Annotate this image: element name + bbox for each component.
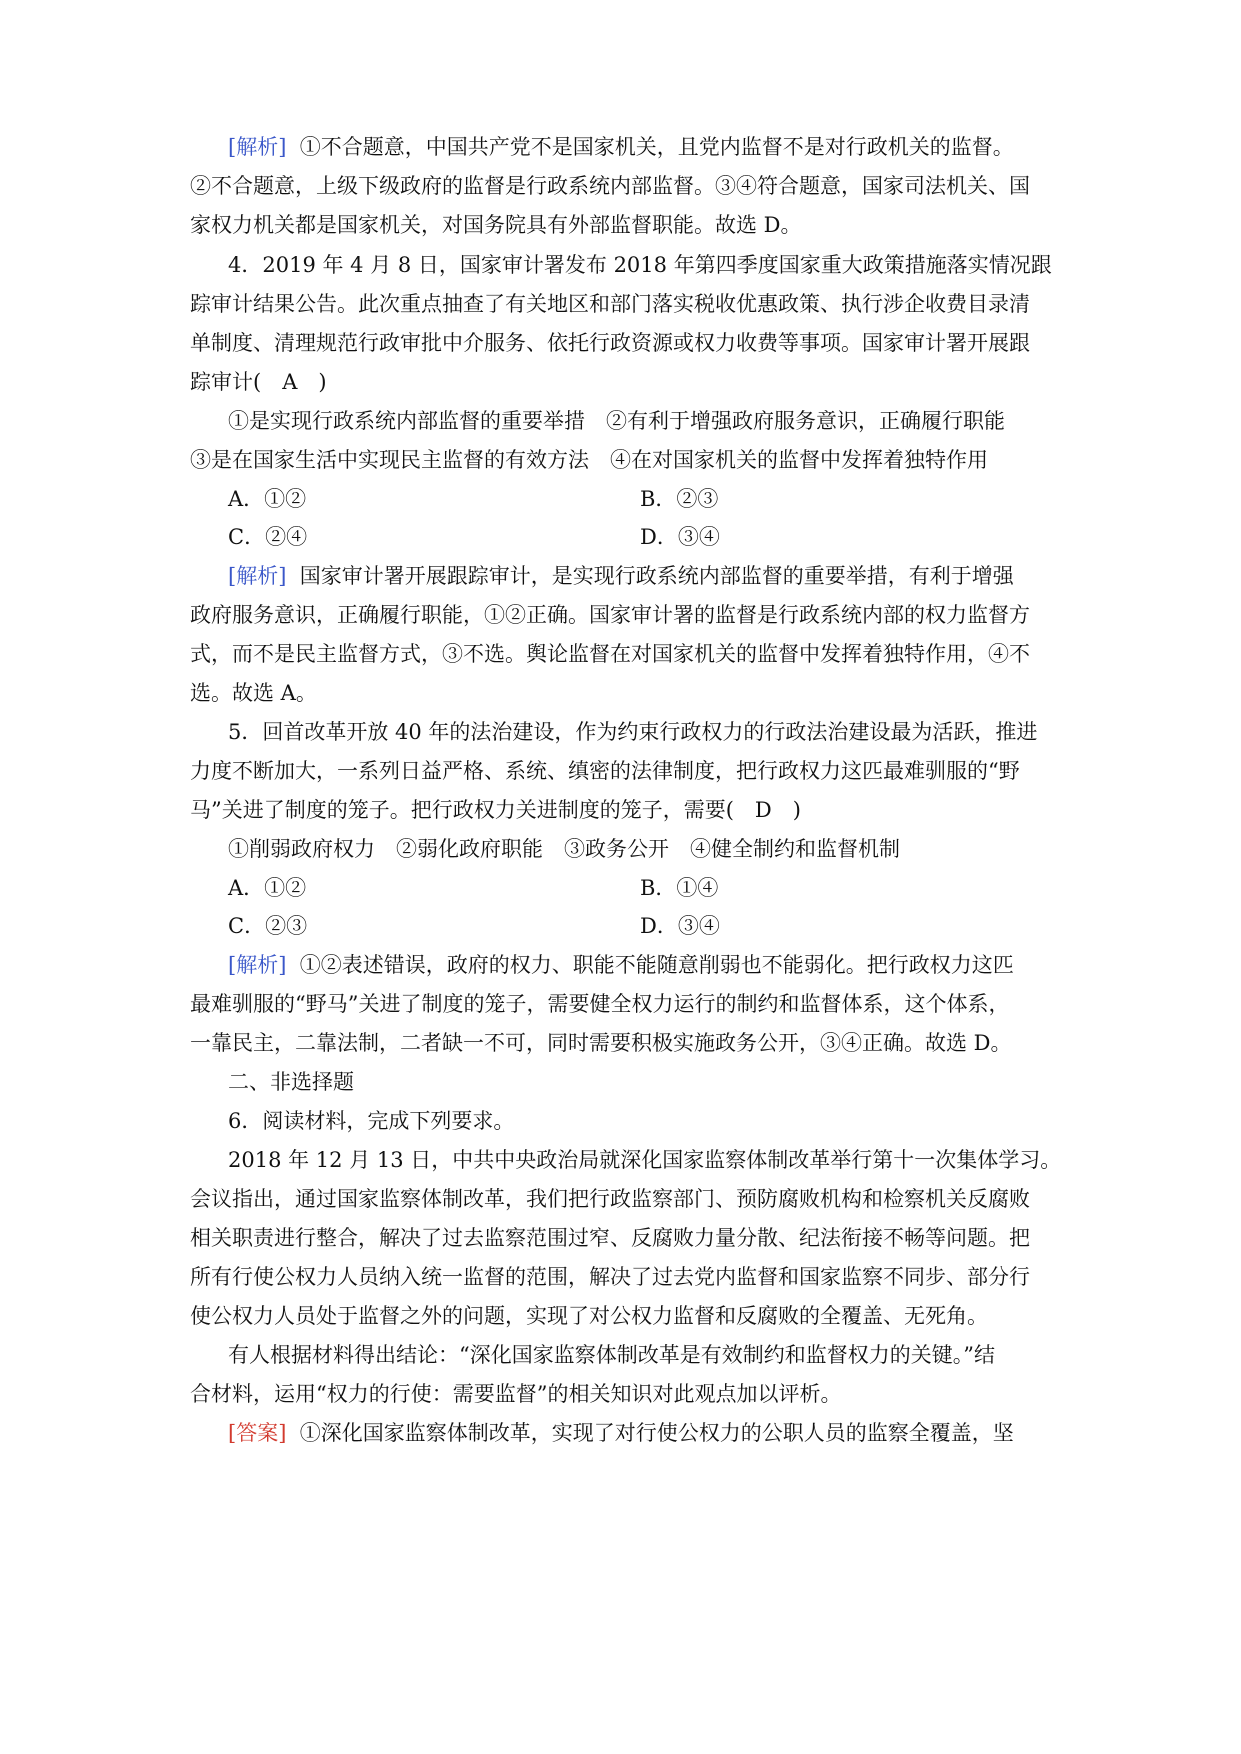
q6-stem: 6．阅读材料，完成下列要求。 xyxy=(228,1109,515,1133)
analysis-tag: [解析] xyxy=(228,564,287,588)
q4-stem-line-4: 踪审计( A ) xyxy=(190,370,327,394)
q5-option-d: D．③④ xyxy=(640,914,720,938)
q5-analysis-line-1: [解析] ①②表述错误，政府的权力、职能不能随意削弱也不能弱化。把行政权力这匹 xyxy=(228,953,1014,977)
q5-statements: ①削弱政府权力 ②弱化政府职能 ③政务公开 ④健全制约和监督机制 xyxy=(228,837,900,861)
q5-option-a: A．①② xyxy=(228,876,307,900)
q5-stem-line-3: 马”关进了制度的笼子。把行政权力关进制度的笼子，需要( D ) xyxy=(190,798,801,822)
q6-material-line-4: 所有行使公权力人员纳入统一监督的范围，解决了过去党内监督和国家监察不同步、部分行 xyxy=(190,1265,1030,1289)
q5-stem-line-2: 力度不断加大，一系列日益严格、系统、缜密的法律制度，把行政权力这匹最难驯服的“野 xyxy=(190,759,1020,783)
q4-option-a: A．①② xyxy=(228,487,307,511)
q5-option-b: B．①④ xyxy=(640,876,719,900)
q5-option-c: C．②③ xyxy=(228,914,308,938)
q4-statements-line-2: ③是在国家生活中实现民主监督的有效方法 ④在对国家机关的监督中发挥着独特作用 xyxy=(190,448,988,472)
q6-material-line-3: 相关职责进行整合，解决了过去监察范围过窄、反腐败力量分散、纪法衔接不畅等问题。把 xyxy=(190,1226,1030,1250)
q4-stem-line-1: 4．2019 年 4 月 8 日，国家审计署发布 2018 年第四季度国家重大政策措施落实情况跟 xyxy=(228,253,1052,277)
q3-analysis-line-1: [解析] ①不合题意，中国共产党不是国家机关，且党内监督不是对行政机关的监督。 xyxy=(228,135,1014,159)
q4-statements-line-1: ①是实现行政系统内部监督的重要举措 ②有利于增强政府服务意识，正确履行职能 xyxy=(228,409,1005,433)
q4-stem-line-2: 踪审计结果公告。此次重点抽查了有关地区和部门落实税收优惠政策、执行涉企收费目录清 xyxy=(190,292,1030,316)
q6-material-line-2: 会议指出，通过国家监察体制改革，我们把行政监察部门、预防腐败机构和检察机关反腐败 xyxy=(190,1187,1030,1211)
q4-stem-line-3: 单制度、清理规范行政审批中介服务、依托行政资源或权力收费等事项。国家审计署开展跟 xyxy=(190,331,1030,355)
q4-analysis-line-3: 式，而不是民主监督方式，③不选。舆论监督在对国家机关的监督中发挥着独特作用，④不 xyxy=(190,642,1030,666)
q3-analysis-line-2: ②不合题意，上级下级政府的监督是行政系统内部监督。③④符合题意，国家司法机关、国 xyxy=(190,174,1030,198)
answer-tag: [答案] xyxy=(228,1421,287,1445)
q4-option-c: C．②④ xyxy=(228,525,308,549)
q4-analysis-line-2: 政府服务意识，正确履行职能，①②正确。国家审计署的监督是行政系统内部的权力监督方 xyxy=(190,603,1030,627)
analysis-tag: [解析] xyxy=(228,953,287,977)
q6-question-line-2: 合材料，运用“权力的行使：需要监督”的相关知识对此观点加以评析。 xyxy=(190,1382,842,1406)
q5-analysis-line-3: 一靠民主，二靠法制，二者缺一不可，同时需要积极实施政务公开，③④正确。故选 D。 xyxy=(190,1031,1012,1055)
q5-analysis-line-2: 最难驯服的“野马”关进了制度的笼子，需要健全权力运行的制约和监督体系，这个体系， xyxy=(190,992,1010,1016)
q6-material-line-1: 2018 年 12 月 13 日，中共中央政治局就深化国家监察体制改革举行第十一次集体学习。 xyxy=(228,1148,1062,1172)
q6-material-line-5: 使公权力人员处于监督之外的问题，实现了对公权力监督和反腐败的全覆盖、无死角。 xyxy=(190,1304,988,1328)
analysis-tag: [解析] xyxy=(228,135,287,159)
q4-option-d: D．③④ xyxy=(640,525,720,549)
q6-question-line-1: 有人根据材料得出结论：“深化国家监察体制改革是有效制约和监督权力的关键。”结 xyxy=(228,1343,995,1367)
q4-option-b: B．②③ xyxy=(640,487,719,511)
q5-stem-line-1: 5．回首改革开放 40 年的法治建设，作为约束行政权力的行政法治建设最为活跃，推进 xyxy=(228,720,1038,744)
q3-analysis-line-3: 家权力机关都是国家机关，对国务院具有外部监督职能。故选 D。 xyxy=(190,213,802,237)
section-title: 二、非选择题 xyxy=(228,1070,354,1094)
q6-answer-line-1: [答案] ①深化国家监察体制改革，实现了对行使公权力的公职人员的监察全覆盖，坚 xyxy=(228,1421,1014,1445)
q4-analysis-line-4: 选。故选 A。 xyxy=(190,681,317,705)
q4-analysis-line-1: [解析] 国家审计署开展跟踪审计，是实现行政系统内部监督的重要举措，有利于增强 xyxy=(228,564,1014,588)
